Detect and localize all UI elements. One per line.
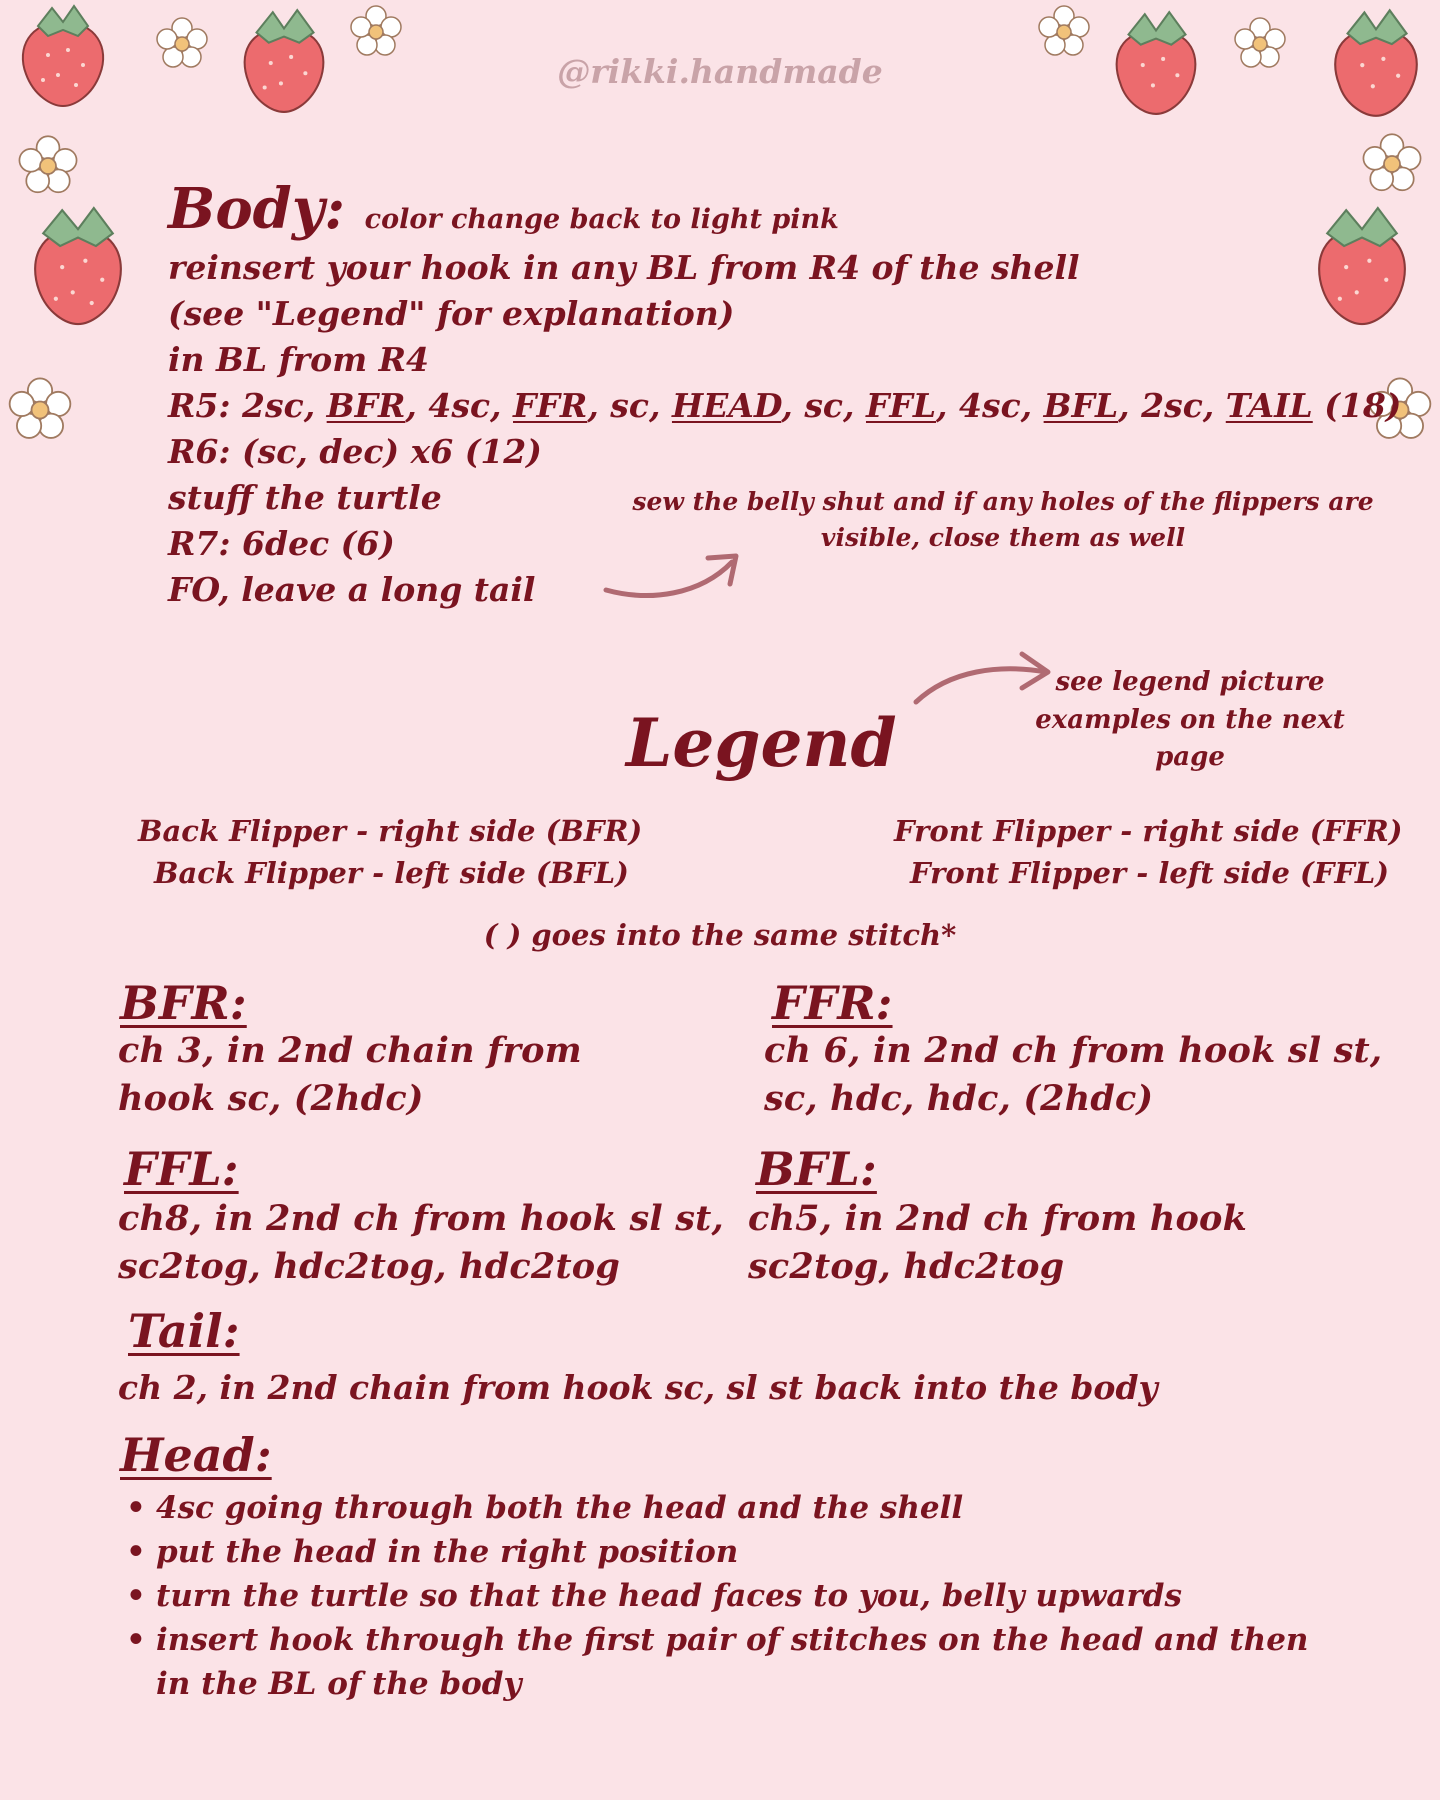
legend-back-flipper-left: Back Flipper - left side (BFL) bbox=[154, 856, 629, 890]
body-row-r6: R6: (sc, dec) x6 (12) bbox=[168, 432, 542, 471]
strawberry-icon bbox=[20, 200, 136, 330]
flower-icon bbox=[1360, 132, 1424, 196]
r5-ffr: FFR bbox=[513, 386, 588, 425]
ffr-title: FFR: bbox=[772, 976, 893, 1030]
head-title: Head: bbox=[120, 1428, 272, 1482]
flower-icon bbox=[16, 134, 80, 198]
r5-text: , sc, bbox=[587, 386, 672, 425]
head-bullet-2 bbox=[126, 1534, 738, 1570]
bfr-title: BFR: bbox=[120, 976, 247, 1030]
bullet-icon: • bbox=[126, 1534, 146, 1570]
head-bullet-4-continued: in the BL of the body bbox=[156, 1666, 522, 1702]
r5-ffl: FFL bbox=[865, 386, 937, 425]
r5-text: , 4sc, bbox=[405, 386, 514, 425]
head-bullet-text: 4sc going through both the head and the shell bbox=[156, 1490, 964, 1526]
r5-head: HEAD bbox=[671, 386, 782, 425]
body-stuff-line: stuff the turtle bbox=[168, 478, 442, 517]
r5-text: , sc, bbox=[781, 386, 866, 425]
ffl-title: FFL: bbox=[124, 1142, 239, 1196]
arrow-icon bbox=[600, 540, 750, 610]
author-handle: @rikki.handmade bbox=[557, 52, 883, 91]
head-bullet-text: turn the turtle so that the head faces to you, belly upwards bbox=[156, 1578, 1182, 1614]
legend-back-flipper-right: Back Flipper - right side (BFR) bbox=[138, 814, 643, 848]
legend-next-page-note bbox=[1000, 664, 1380, 777]
bfr-line-1: ch 3, in 2nd chain from bbox=[118, 1030, 582, 1071]
r5-suffix: (18) bbox=[1312, 386, 1402, 425]
strawberry-icon bbox=[1304, 200, 1420, 330]
body-line-3: in BL from R4 bbox=[168, 340, 429, 379]
head-bullet-3 bbox=[126, 1578, 1182, 1614]
bfl-title: BFL: bbox=[756, 1142, 877, 1196]
bfl-line-2: sc2tog, hdc2tog bbox=[748, 1246, 1065, 1287]
head-bullet-text: insert hook through the first pair of stitches on the head and then bbox=[156, 1622, 1309, 1658]
r5-text: , 2sc, bbox=[1118, 386, 1226, 425]
tail-line-1: ch 2, in 2nd chain from hook sc, sl st back into the body bbox=[118, 1368, 1158, 1407]
body-row-r7: R7: 6dec (6) bbox=[168, 524, 395, 563]
bullet-icon: • bbox=[126, 1622, 146, 1658]
head-bullet-4 bbox=[126, 1622, 1308, 1658]
belly-side-note: sew the belly shut and if any holes of the flippers are visible, close them as well bbox=[632, 487, 1374, 553]
head-bullet-text: put the head in the right position bbox=[156, 1534, 739, 1570]
body-row-r5 bbox=[168, 386, 1401, 425]
flower-icon bbox=[6, 376, 74, 444]
body-title: Body: bbox=[168, 176, 346, 242]
body-title-note: color change back to light pink bbox=[364, 204, 839, 235]
same-stitch-note: ( ) goes into the same stitch* bbox=[483, 918, 957, 952]
body-heading bbox=[168, 176, 839, 242]
tail-title: Tail: bbox=[128, 1304, 240, 1358]
head-bullet-1 bbox=[126, 1490, 963, 1526]
legend-front-flipper-right: Front Flipper - right side (FFR) bbox=[894, 814, 1403, 848]
ffl-line-1: ch8, in 2nd ch from hook sl st, bbox=[118, 1198, 724, 1239]
body-line-2: (see "Legend" for explanation) bbox=[168, 294, 735, 333]
r5-text: , 4sc, bbox=[936, 386, 1044, 425]
r5-bfl: BFL bbox=[1043, 386, 1119, 425]
r5-tail: TAIL bbox=[1225, 386, 1313, 425]
r5-bfr: BFR bbox=[326, 386, 406, 425]
bullet-icon: • bbox=[126, 1490, 146, 1526]
bfr-line-2: hook sc, (2hdc) bbox=[118, 1078, 424, 1119]
ffr-line-1: ch 6, in 2nd ch from hook sl st, bbox=[764, 1030, 1383, 1071]
legend-front-flipper-left: Front Flipper - left side (FFL) bbox=[910, 856, 1390, 890]
bullet-icon: • bbox=[126, 1578, 146, 1614]
body-line-1: reinsert your hook in any BL from R4 of the shell bbox=[168, 248, 1080, 287]
body-fo-line: FO, leave a long tail bbox=[168, 570, 536, 609]
legend-note-line-1: see legend picture bbox=[1055, 667, 1325, 697]
r5-prefix: R5: 2sc, bbox=[168, 386, 327, 425]
ffl-line-2: sc2tog, hdc2tog, hdc2tog bbox=[118, 1246, 621, 1287]
legend-title: Legend bbox=[626, 704, 897, 782]
bfl-line-1: ch5, in 2nd ch from hook bbox=[748, 1198, 1248, 1239]
legend-note-line-2: examples on the next page bbox=[1035, 704, 1345, 773]
ffr-line-2: sc, hdc, hdc, (2hdc) bbox=[764, 1078, 1154, 1119]
